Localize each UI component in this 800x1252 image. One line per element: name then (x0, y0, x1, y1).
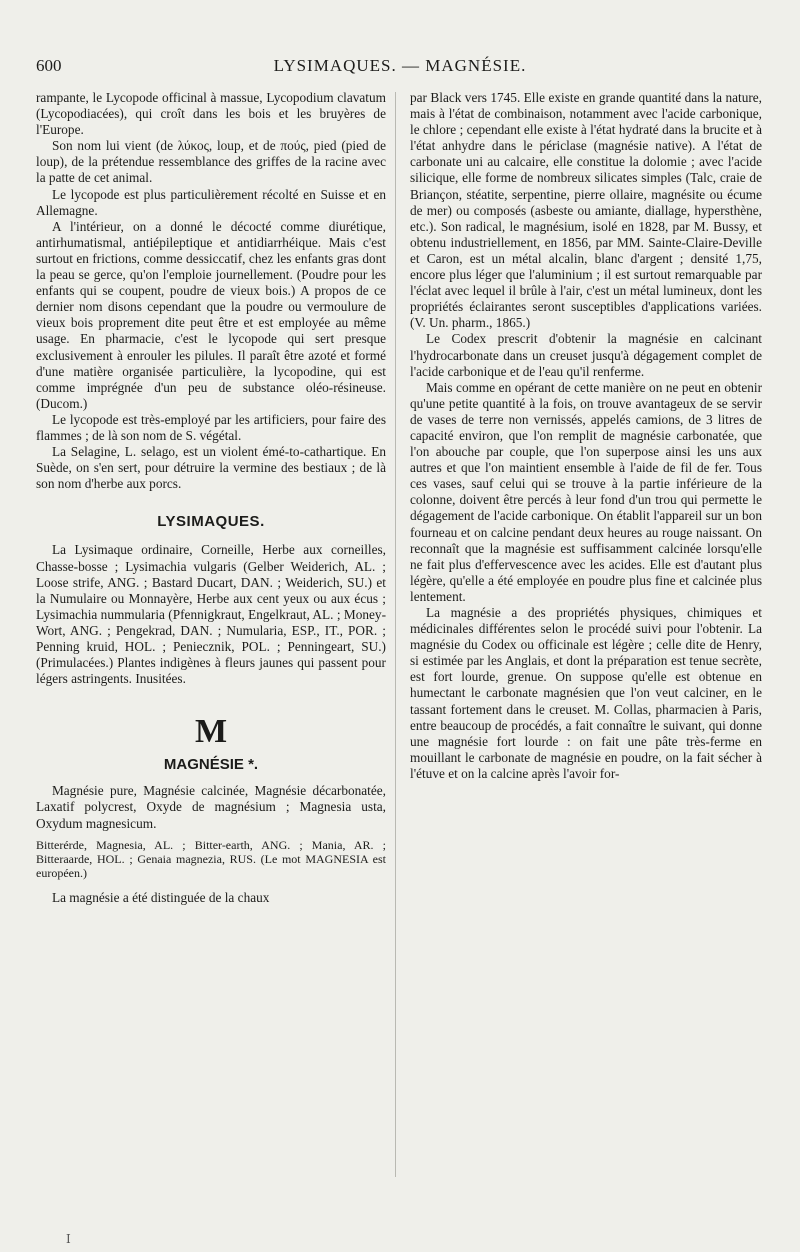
synonyms-note: Bitterérde, Magnesia, AL. ; Bitter-earth, ANG. ; Mania, AR. ; Bitteraarde, HOL. ; Genaia magnezia, RUS. (Le mot MAGNESIA est européen.) (36, 837, 386, 880)
paragraph: La Selagine, L. selago, est un violent émé-to-cathartique. En Suède, on s'en sert, pour détruire la vermine des bestiaux ; de là son nom d'herbe aux porcs. (36, 444, 386, 492)
paragraph: Mais comme en opérant de cette manière on ne peut en obtenir qu'une petite quantité à la fois, on trouve avantageux de se servir de vases de terre non vernissés, appelés camions, de 3 litres de capacité environ, que l'on remplit de magnésie carbonatée, que l'on abouche par couple, que l'on superpose ainsi les uns aux autres et que l'on maintient ensemble à l'aide de fil de fer. Tous ces vases, sauf celui qui se trouve à la partie inférieure de la colonne, doivent être percés à leur fond d'un trou qui permette le dégagement de l'acide carbonique. On établit l'appareil sur un bon fourneau et on calcine pendant deux heures au rouge naissant. On reconnaît que la magnésie est suffisamment calcinée lorsqu'elle ne fait plus d'effervescence avec les acides. Elle est d'autant plus légère, qu'elle a été employée en poudre plus fine et calcinée plus lentement. (410, 379, 762, 604)
column-divider (395, 92, 396, 1177)
page-number: 600 (36, 56, 62, 75)
paragraph: rampante, le Lycopode officinal à massue, Lycopodium clavatum (Lycopodiacées), qui croît dans les bois et les bruyères de l'Europe. (36, 90, 386, 138)
paragraph: Son nom lui vient (de λύκος, loup, et de πούς, pied (pied de loup), de la prétendue ressemblance des griffes de la racine avec la patte de cet animal. (36, 138, 386, 186)
page-header (36, 56, 764, 82)
footer-mark: I (66, 1232, 71, 1246)
paragraph: Le lycopode est plus particulièrement récolté en Suisse et en Allemagne. (36, 186, 386, 218)
right-column (410, 90, 762, 782)
article-title: MAGNÉSIE *. (163, 756, 259, 774)
paragraph: La Lysimaque ordinaire, Corneille, Herbe aux corneilles, Chasse-bosse ; Lysimachia vulgaris (Gelber Weiderich, AL. ; Loose strife, ANG. ; Bastard Ducart, DAN. ; Weiderich, SU.) et la Numulaire ou Monnayère, Herbe aux cent yeux ou aux écus ; Lysimachia nummularia (Pfennigkraut, Engelkraut, AL. ; Money-Wort, ANG. ; Pengekrad, DAN. ; Numularia, ESP., IT., POR. ; Penning kruid, HOL. ; Peniecznik, POL. ; Penningeart, SU.) (Primulacées.) Plantes indigènes à fleurs jaunes qui passent pour légers astringents. Inusitées. (36, 542, 386, 687)
paragraph: Le lycopode est très-employé par les artificiers, pour faire des flammes ; de là son nom de S. végétal. (36, 411, 386, 443)
paragraph: La magnésie a des propriétés physiques, chimiques et médicinales différentes selon le procédé suivi pour l'obtenir. La magnésie du Codex ou officinale est légère ; celle dite de Henry, si estimée par les Anglais, et dont la préparation est tenue secrète, est fort lourde, grenue. On suppose qu'elle est obtenue en humectant le carbonate magnésien que l'on veut calciner, en le tassant fortement dans le creuset. M. Collas, pharmacien à Paris, entre beaucoup de procédés, a fait connaître le suivant, qui donne une magnésie fort lourde : on fait une pâte très-ferme en mouillant le carbonate de magnésie en poudre, on la fait sécher à l'étuve et on la calcine après l'avoir for- (410, 605, 762, 781)
paragraph: La magnésie a été distinguée de la chaux (51, 889, 270, 905)
paragraph: Magnésie pure, Magnésie calcinée, Magnésie décarbonatée, Laxatif polycrest, Oxyde de magnésium ; Magnesia usta, Oxydum magnesicum. (36, 783, 386, 831)
section-title: LYSIMAQUES. (157, 513, 265, 531)
running-title: LYSIMAQUES. — MAGNÉSIE. (273, 56, 527, 75)
paragraph: par Black vers 1745. Elle existe en grande quantité dans la nature, mais à l'état de combinaison, notamment avec l'acide carbonique, le chlore ; cependant elle existe à l'état hydraté dans la brucite et à l'état anhydre dans le périclase (magnésie native). A l'état de carbonate uni au calcaire, elle constitue la dolomie ; avec l'acide silicique, elle forme de nombreux silicates simples (Talc, craie de Briançon, stéatite, serpentine, pierre ollaire, magnésite ou écume de mer) ou composés (asbeste ou amiante, diallage, hypersthène, etc.). Son radical, le magnésium, isolé en 1828, par M. Bussy, et obtenu industriellement, en 1856, par MM. Sainte-Claire-Deville et Caron, est un métal alcalin, blanc d'argent ; densité 1,75, encore plus léger que l'aluminium ; il est surtout remarquable par l'éclat avec lequel il brûle à l'air, c'est un métal lumineux, dont les propriétés éclairantes seront susceptibles d'applications variées. (V. Un. pharm., 1865.) (410, 90, 762, 331)
letter-heading: M (194, 713, 228, 751)
paragraph: A l'intérieur, on a donné le décocté comme diurétique, antirhumatismal, antiépileptique et antidiarrhéique. Mais c'est surtout en frictions, comme dessiccatif, chez les enfants gras dont la peau se gerce, qu'on l'emploie journellement. (Poudre pour les enfants qui se coupent, poudre de vieux bois.) A propos de ce dernier nom disons cependant que la poudre ou vermoulure de vieux bois proprement dite peut être et est employée au même usage. En pharmacie, c'est le lycopode qui sert presque exclusivement à enrouler les pilules. Il paraît être azoté et formé d'une matière organisée particulière, la lycopodine, qui est comme imprégnée d'un peu de substance oléo-résineuse. (Ducom.) (36, 218, 386, 411)
left-column (36, 90, 386, 906)
paragraph: Le Codex prescrit d'obtenir la magnésie en calcinant l'hydrocarbonate dans un creuset jusqu'à dégagement complet de l'acide carbonique et de l'eau qu'il renferme. (410, 331, 762, 379)
